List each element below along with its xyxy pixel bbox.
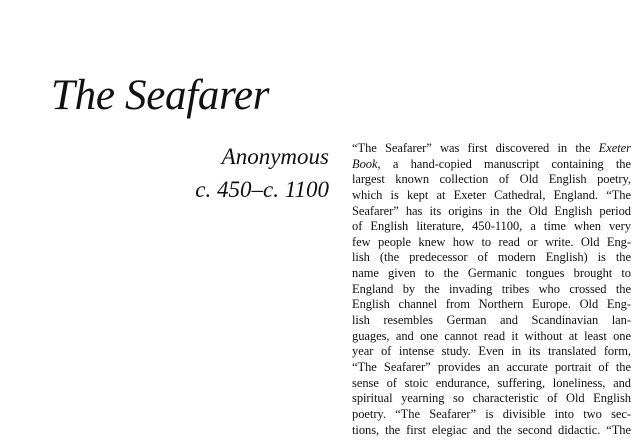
paragraph-line: [352, 141, 631, 157]
paragraph-line: [352, 204, 631, 220]
line-text: year of intense study. Even in its translated form,: [352, 344, 631, 359]
line-text: “The Seafarer” provides an accurate portrait of the: [352, 359, 631, 374]
date-range: c. 450–c. 1100: [195, 177, 329, 202]
paragraph-line: [352, 360, 631, 376]
paragraph-line: [352, 329, 631, 345]
book-title-italic: Exeter: [598, 141, 631, 155]
paragraph-line: [352, 344, 631, 360]
paragraph-line: [352, 407, 631, 423]
paragraph-line: [352, 297, 631, 313]
paragraph-line: [352, 282, 631, 298]
byline: [195, 140, 329, 206]
paragraph-line: [352, 188, 631, 204]
paragraph-line: [352, 376, 631, 392]
line-text: poetry. “The Seafarer” is divisible into two sec-: [352, 406, 631, 421]
book-title-italic: Book: [352, 156, 378, 171]
line-text: spiritual yearning so characteristic of Old English: [352, 391, 631, 406]
line-text: lish (the predecessor of modern English) is the: [352, 250, 631, 265]
line-text: largest known collection of Old English poetry,: [352, 172, 631, 187]
line-text: sense of stoic endurance, suffering, loneliness, and: [352, 375, 631, 390]
line-text: , a hand-copied manuscript containing the: [377, 156, 631, 171]
page-title: The Seafarer: [51, 72, 270, 119]
line-text: of English literature, 450-1100, a time when very: [352, 219, 631, 234]
line-text: guages, and one cannot read it without at least one: [352, 328, 631, 343]
line-text: which is kept at Exeter Cathedral, England. “The: [352, 187, 631, 202]
line-text: England by the invading tribes who crossed the: [352, 281, 631, 296]
intro-paragraph: [352, 141, 631, 438]
paragraph-line: [352, 313, 631, 329]
line-text: English channel from Northern Europe. Old Eng-: [352, 297, 631, 312]
line-text: few people knew how to read or write. Old Eng-: [352, 234, 631, 249]
line-text: Seafarer” has its origins in the Old English period: [352, 203, 631, 218]
paragraph-line: [352, 219, 631, 235]
paragraph-line: [352, 391, 631, 407]
line-text: lish resembles German and Scandinavian lan-: [352, 313, 631, 328]
line-text: tions, the first elegiac and the second didactic. “The: [352, 422, 631, 437]
paragraph-line: [352, 266, 631, 282]
paragraph-line: [352, 423, 631, 439]
author-name: Anonymous: [221, 144, 329, 169]
paragraph-line: [352, 172, 631, 188]
paragraph-line: [352, 235, 631, 251]
line-text: “The Seafarer” was first discovered in the: [352, 141, 599, 155]
paragraph-line: [352, 157, 631, 173]
line-text: name given to the Germanic tongues brought to: [352, 266, 631, 281]
paragraph-line: [352, 250, 631, 266]
